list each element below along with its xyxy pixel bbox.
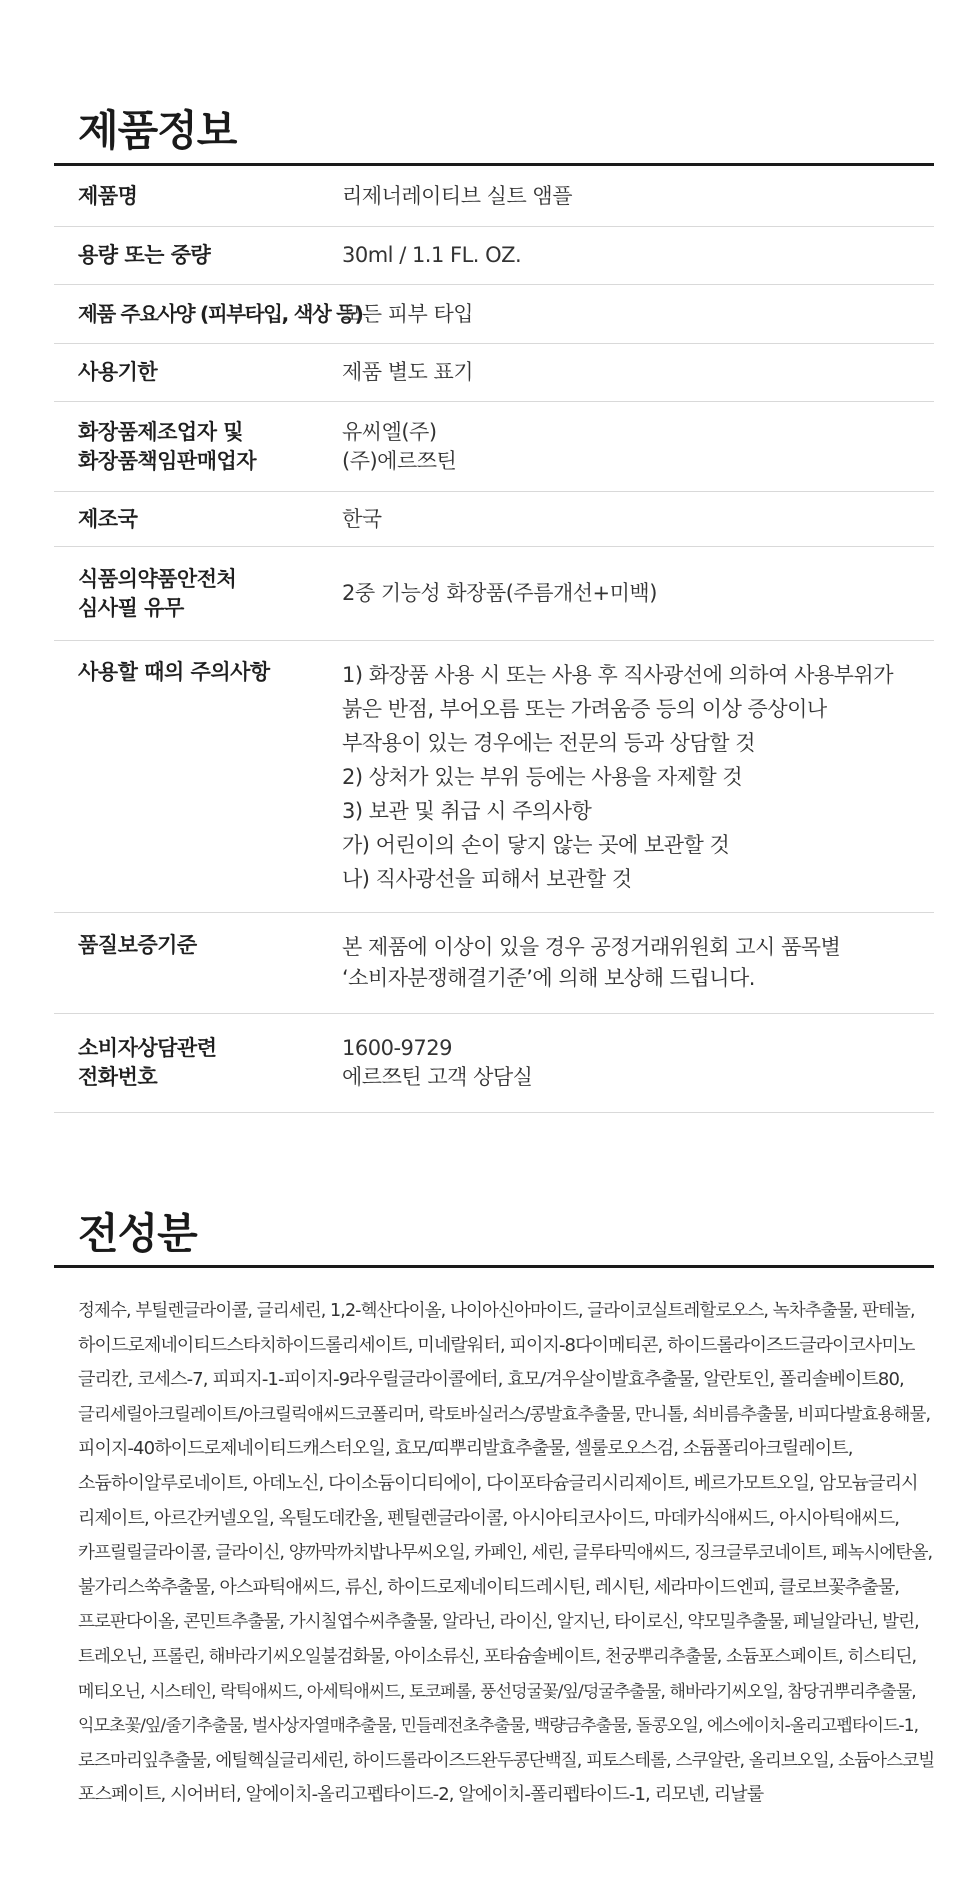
- ingredients-line: 포스페이트, 시어버터, 알에이치-올리고펩타이드-2, 알에이치-폴리펩타이드-1, 리모넨, 리날룰: [78, 1784, 764, 1806]
- ingredients-line: 익모초꽃/잎/줄기추출물, 벌사상자열매추출물, 민들레전초추출물, 백량금추출물, 돌콩오일, 에스에이치-올리고펩타이드-1,: [78, 1716, 919, 1737]
- info-row-country: [54, 492, 934, 547]
- ingredients-title: 전성분: [78, 1209, 197, 1258]
- info-label: 사용할 때의 주의사항: [78, 660, 270, 684]
- info-label: 제조국: [78, 506, 138, 531]
- ingredients-line: 프로판다이올, 콘민트추출물, 가시칠엽수씨추출물, 알라닌, 라이신, 알지닌, 타이로신, 약모밀추출물, 페닐알라닌, 발린,: [78, 1612, 919, 1633]
- product-info-title-rule: [54, 163, 934, 166]
- ingredients-line: 카프릴릴글라이콜, 글라이신, 양까막까치밥나무씨오일, 카페인, 세린, 글루타믹애씨드, 징크글루코네이트, 페녹시에탄올,: [78, 1543, 933, 1564]
- info-row-customer-service: [54, 1014, 934, 1113]
- info-row-manufacturer: [54, 402, 934, 492]
- ingredients-line: 로즈마리잎추출물, 에틸헥실글리세린, 하이드롤라이즈드완두콩단백질, 피토스테롤, 스쿠알란, 올리브오일, 소듐아스코빌: [78, 1750, 935, 1771]
- ingredients-line: 리제이트, 아르간커넬오일, 옥틸도데칸올, 펜틸렌글라이콜, 아시아티코사이드, 마데카식애씨드, 아시아틱애씨드,: [78, 1507, 900, 1529]
- ingredients-line: 정제수, 부틸렌글라이콜, 글리세린, 1,2-헥산다이올, 나이아신아마이드, 글라이코실트레할로오스, 녹차추출물, 판테놀,: [78, 1301, 915, 1321]
- product-info-title: 제품정보: [78, 106, 237, 155]
- info-value: 제품 별도 표기: [342, 360, 474, 384]
- info-value: 본 제품에 이상이 있을 경우 공정거래위원회 고시 품목별 ‘소비자분쟁해결기준’에 의해 보상해 드립니다.: [342, 935, 841, 990]
- info-label: 화장품제조업자 및 화장품책임판매업자: [78, 419, 257, 473]
- info-label: 식품의약품안전처 심사필 유무: [78, 566, 237, 620]
- ingredients-line: 글리칸, 코세스-7, 피피지-1-피이지-9라우릴글라이콜에터, 효모/겨우살이발효추출물, 알란토인, 폴리솔베이트80,: [78, 1369, 904, 1391]
- ingredients-line: 불가리스쑥추출물, 아스파틱애씨드, 류신, 하이드로제네이티드레시틴, 레시틴, 세라마이드엔피, 클로브꽃추출물,: [78, 1576, 900, 1598]
- info-label: 제품명: [78, 184, 138, 208]
- info-value: 2중 기능성 화장품(주름개선+미백): [342, 581, 657, 605]
- ingredients-line: 메티오닌, 시스테인, 락틱애씨드, 아세틱애씨드, 토코페롤, 풍선덩굴꽃/잎/덩굴추출물, 해바라기씨오일, 참당귀뿌리추출물,: [78, 1681, 916, 1702]
- info-label: 품질보증기준: [78, 933, 197, 957]
- product-info-table: [54, 167, 934, 1113]
- info-row-precautions: [54, 641, 934, 913]
- info-value: 유씨엘(주) (주)에르쯔틴: [342, 419, 457, 473]
- info-row-product-name: [54, 167, 934, 227]
- info-row-expiry: [54, 344, 934, 402]
- info-value: 30ml / 1.1 FL. OZ.: [342, 243, 522, 267]
- info-value: 1) 화장품 사용 시 또는 사용 후 직사광선에 의하여 사용부위가 붉은 반점, 부어오름 또는 가려움증 등의 이상 증상이나 부작용이 있는 경우에는 전문의 등과 상담할 것 2) 상처가 있는 부위 등에는 사용을 자제할 것 3) 보관 및 취급 시 주의사항 가) 어린이의 손이 닿지 않는 곳에 보관할 것 나) 직사광선을 피해서 보관할 것: [342, 663, 893, 891]
- info-label: 용량 또는 중량: [78, 243, 211, 267]
- info-value: 1600-9729 에르쯔틴 고객 상담실: [342, 1034, 934, 1092]
- ingredients-line: 글리세릴아크릴레이트/아크릴릭애씨드코폴리머, 락토바실러스/콩발효추출물, 만니톨, 쇠비름추출물, 비피다발효용해물,: [78, 1404, 931, 1425]
- ingredients-line: 소듐하이알루로네이트, 아데노신, 다이소듐이디티에이, 다이포타슘글리시리제이트, 베르가모트오일, 암모늄글리시: [78, 1472, 918, 1494]
- customer-service-phone: 1600-9729: [342, 1036, 452, 1060]
- info-value: 리제너레이티브 실트 앰플: [342, 184, 572, 208]
- info-row-mfds-review: [54, 547, 934, 641]
- info-label: 소비자상담관련 전화번호: [78, 1036, 217, 1089]
- ingredients-line: 피이지-40하이드로제네이티드캐스터오일, 효모/띠뿌리발효추출물, 셀룰로오스검, 소듐폴리아크릴레이트,: [78, 1438, 853, 1460]
- info-row-spec: [54, 285, 934, 344]
- info-label: 사용기한: [78, 360, 158, 384]
- info-value: 모든 피부 타입: [342, 301, 474, 326]
- ingredients-line: 트레오닌, 프롤린, 해바라기씨오일불검화물, 아이소류신, 포타슘솔베이트, 천궁뿌리추출물, 소듐포스페이트, 히스티딘,: [78, 1646, 917, 1667]
- ingredients-line: 하이드로제네이티드스타치하이드롤리세이트, 미네랄워터, 피이지-8다이메티콘, 하이드롤라이즈드글라이코사미노: [78, 1334, 915, 1356]
- ingredients-title-rule: [54, 1265, 934, 1268]
- info-value: 한국: [342, 506, 382, 531]
- ingredients-list: [78, 1294, 938, 1813]
- info-label: 제품 주요사양 (피부타입, 색상 등): [78, 301, 363, 326]
- info-row-volume: [54, 227, 934, 285]
- info-row-quality-guarantee: [54, 913, 934, 1014]
